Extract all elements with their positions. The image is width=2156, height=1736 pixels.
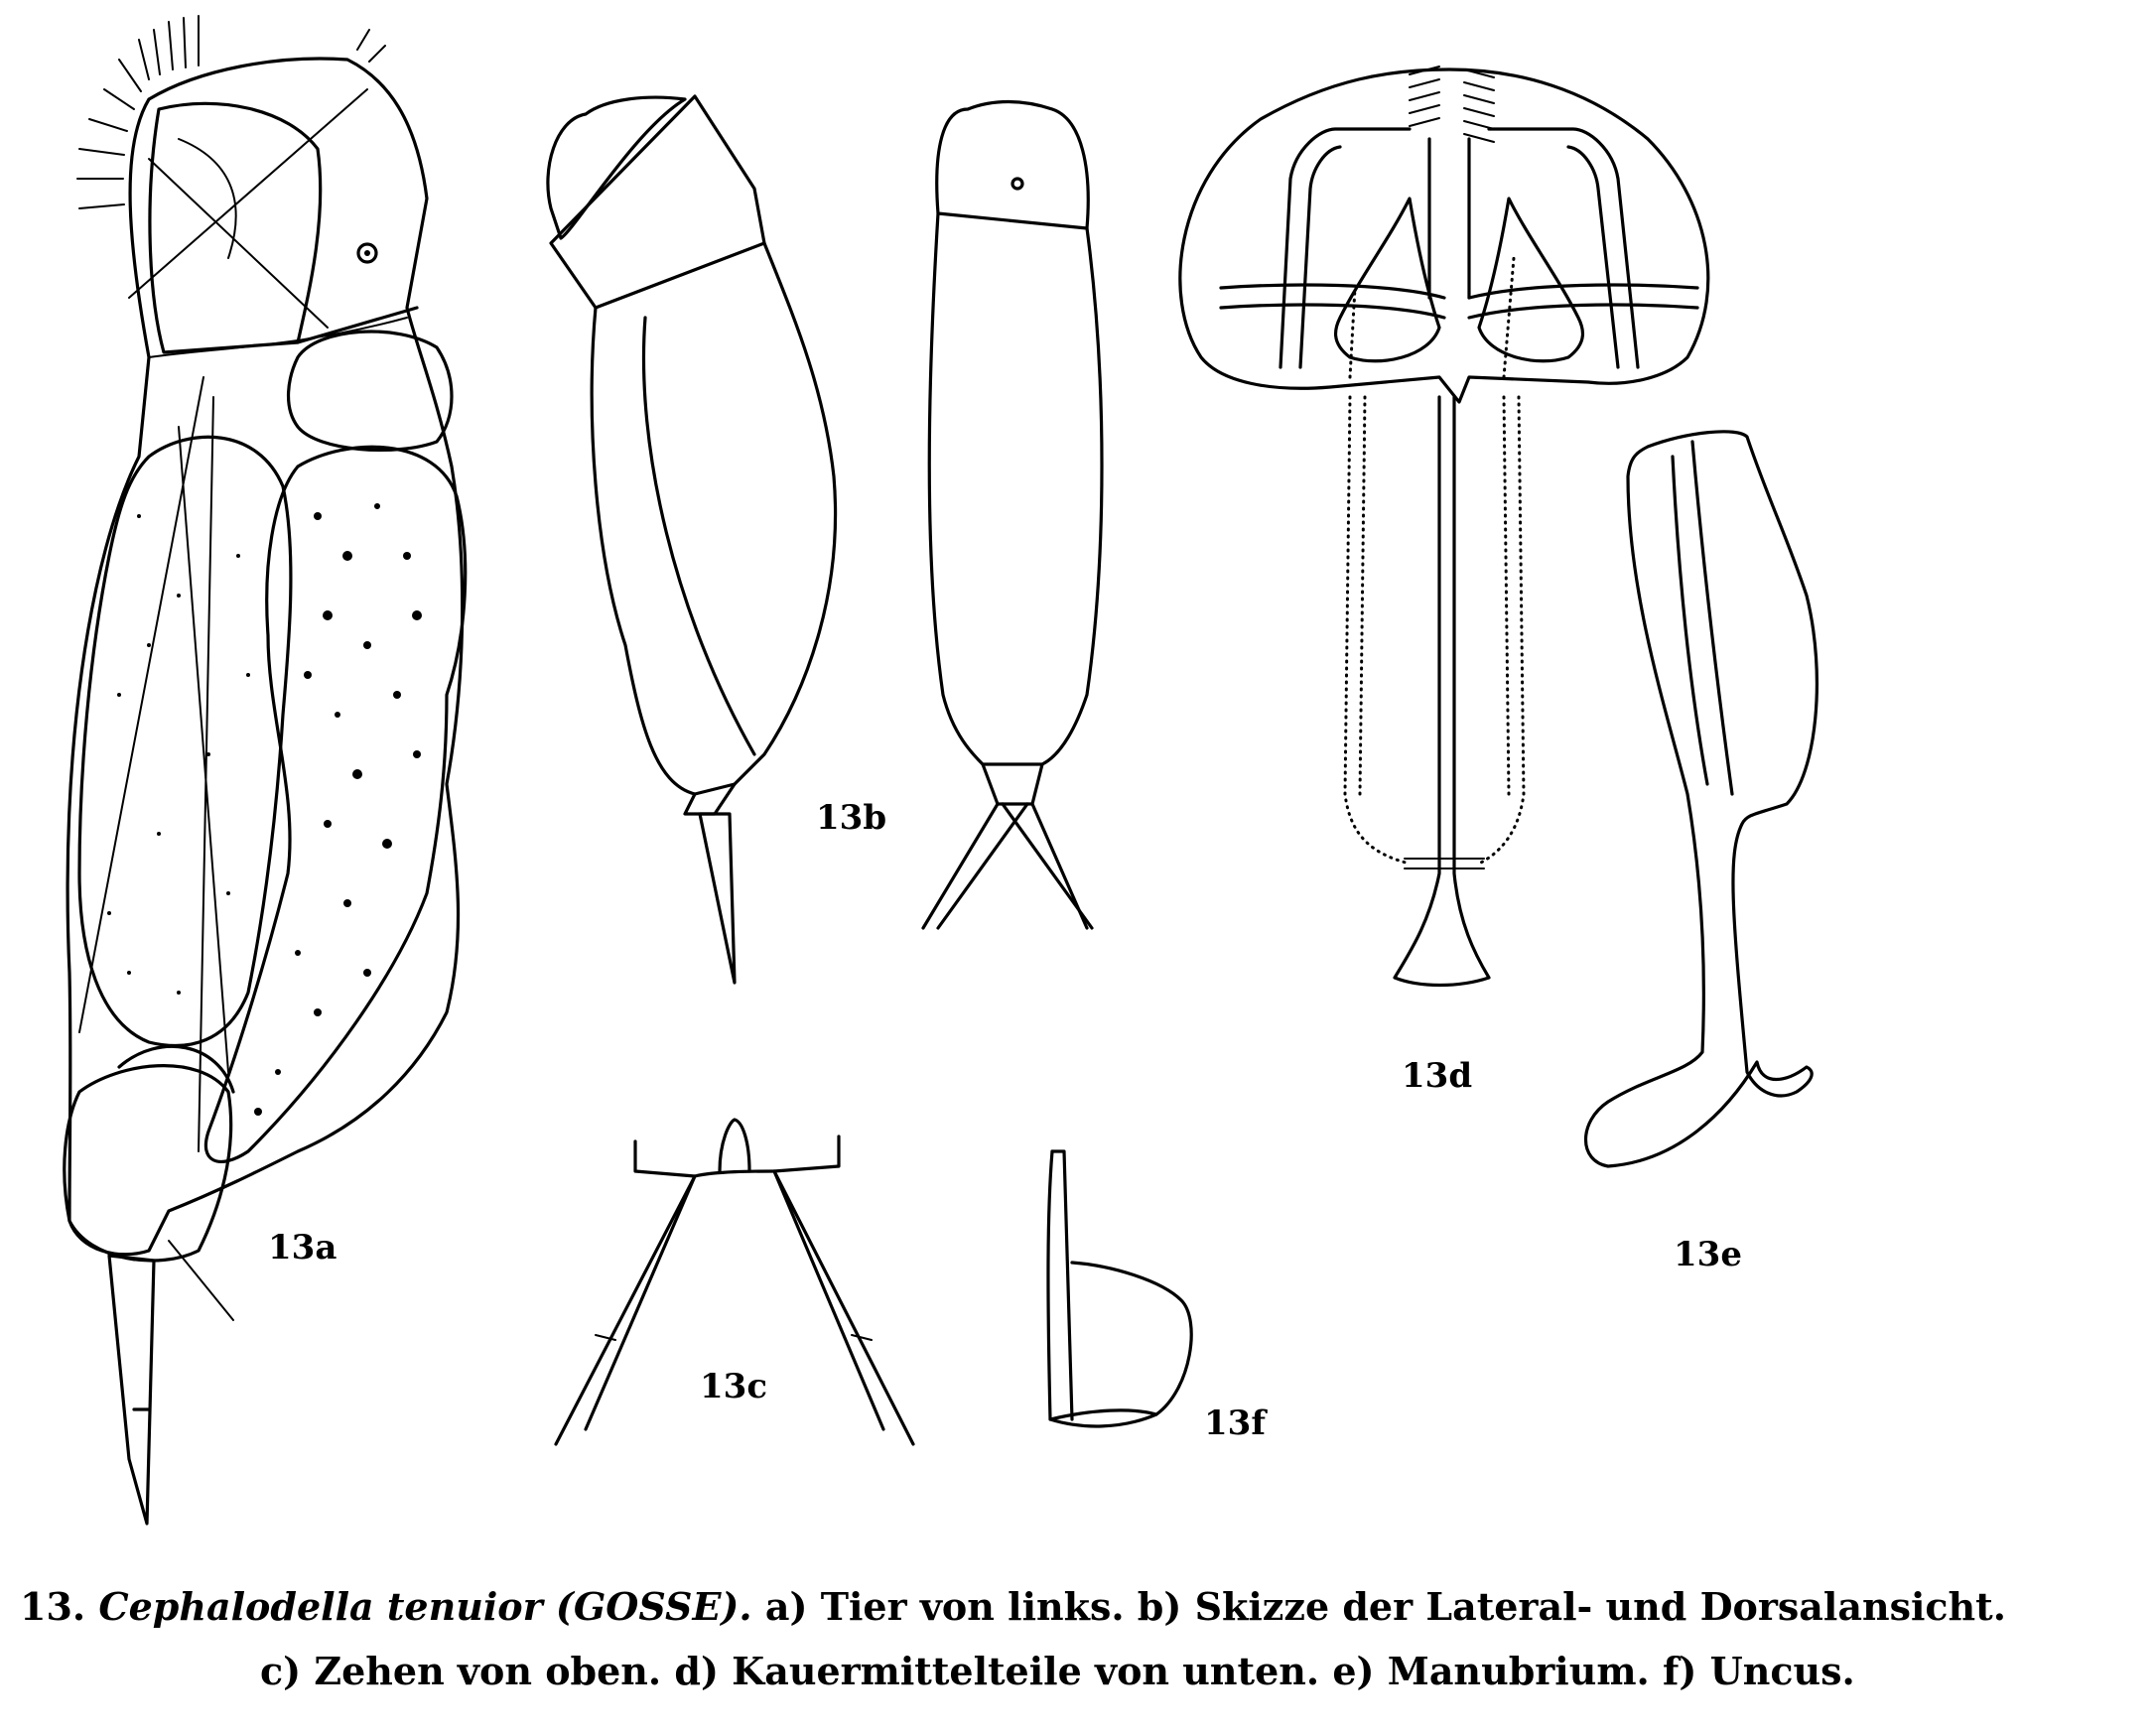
caption-number: 13.	[20, 1584, 86, 1629]
figure-13f-drawing	[1048, 1151, 1191, 1426]
figure-label-13c: 13c	[700, 1367, 768, 1406]
figure-label-13a: 13a	[268, 1228, 337, 1268]
caption-line-2-text: c) Zehen von oben. d) Kauermittelteile von unten. e) Manubrium. f) Uncus.	[260, 1649, 1855, 1693]
figure-label-13b: 13b	[816, 798, 887, 838]
caption-author: (GOSSE).	[555, 1584, 752, 1629]
figure-13e-drawing	[1586, 432, 1818, 1166]
caption-species: Cephalodella tenuior	[98, 1584, 543, 1629]
figure-13a-drawing	[65, 16, 466, 1524]
figure-label-13d: 13d	[1402, 1056, 1473, 1096]
figure-13b-drawing	[548, 96, 1102, 983]
caption-line-2	[260, 1649, 1855, 1693]
caption-line-1	[20, 1584, 2006, 1629]
figure-label-13e: 13e	[1674, 1235, 1742, 1274]
caption-line-1-text: a) Tier von links. b) Skizze der Lateral- und Dorsalansicht.	[764, 1584, 2006, 1629]
figure-label-13f: 13f	[1204, 1403, 1266, 1443]
